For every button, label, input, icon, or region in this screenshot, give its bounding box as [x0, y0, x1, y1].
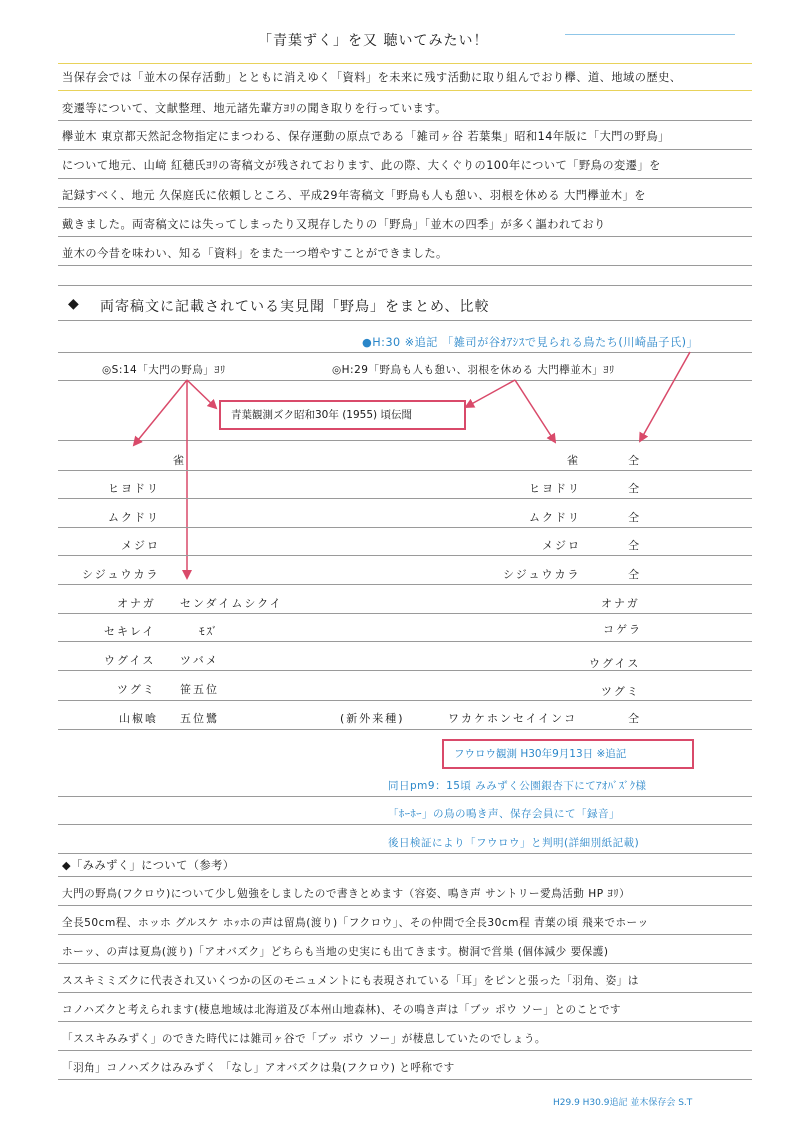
rule	[58, 1079, 752, 1080]
mid-bird: ツバメ	[180, 654, 219, 667]
left-bird: シジュウカラ	[82, 568, 160, 581]
footer-credit: H29.9 H30.9追記 並木保存会 S.T	[553, 1098, 693, 1108]
ref-heading: ◆「みみずく」について（参考）	[62, 859, 235, 872]
zen-mark: 仝	[628, 712, 641, 725]
zen-mark: 仝	[628, 539, 641, 552]
rule	[58, 584, 752, 585]
left-bird: ヒヨドリ	[108, 482, 160, 495]
arrow	[515, 380, 555, 442]
ref-line: 全長50cm程、ホッホ グルスケ ホｯホの声は留鳥(渡り)「フクロウ」、その仲間で全長30cm程 青葉の頃 飛来でホーッ	[62, 917, 649, 929]
arrow	[640, 352, 690, 441]
ref-line: ホーッ、の声は夏鳥(渡り)「アオバズク」どちらも当地の史実にも出てきます。樹洞で営巣 (個体減少 要保護)	[62, 946, 609, 958]
left-bird: メジロ	[121, 539, 160, 552]
right-bird: ウグイス	[589, 657, 641, 670]
center-box-label: 青葉観測ズク昭和30年 (1955) 頃伝聞	[231, 409, 412, 421]
rule	[58, 729, 752, 730]
new-species-note: (新外来種)	[340, 712, 405, 725]
left-bird: オナガ	[117, 597, 156, 610]
right-bird: ヒヨドリ	[529, 482, 581, 495]
rule	[58, 1021, 752, 1022]
ref-line: 「羽角」コノハズクはみみずく 「なし」アオバズクは梟(フクロウ) と呼称です	[62, 1062, 455, 1074]
arrow	[187, 380, 216, 408]
intro-line: 当保存会では「並木の保存活動」とともに消えゆく「資料」を未来に残す活動に取り組んでおり欅、道、地域の歴史、	[62, 71, 682, 84]
rule	[58, 905, 752, 906]
right-bird: 雀	[567, 454, 580, 467]
ref-line: 「ススキみみずく」のできた時代には雑司ヶ谷で「ブッ ポウ ソー」が棲息していたのでしょう。	[62, 1033, 547, 1045]
rule	[58, 824, 752, 825]
rule	[58, 670, 752, 671]
arrow	[466, 380, 515, 407]
intro-line: 並木の今昔を味わい、知る「資料」をまた一つ増やすことができました。	[62, 247, 448, 260]
mid-bird: センダイムシクイ	[180, 597, 283, 610]
source-s14: ◎S:14「大門の野鳥」ﾖﾘ	[102, 364, 226, 376]
arrow	[134, 380, 187, 445]
zen-mark: 仝	[628, 511, 641, 524]
owl-note: 同日pm9：15頃 みみずく公園銀杏下にてｱｵﾊﾞｽﾞｸ様	[388, 780, 647, 792]
rule	[58, 470, 752, 471]
left-bird: ムクドリ	[108, 511, 160, 524]
page-title: 「青葉ずく」を又 聴いてみたい！	[258, 33, 489, 49]
left-bird: セキレイ	[104, 625, 156, 638]
rule	[58, 963, 752, 964]
rule	[58, 796, 752, 797]
ref-line: 大門の野鳥(フクロウ)について少し勉強をしましたので書きとめます（容姿、鳴き声 サントリー愛鳥活動 HP ﾖﾘ）	[62, 888, 631, 900]
rule	[58, 1050, 752, 1051]
right-bird: ツグミ	[601, 685, 640, 698]
ref-line: コノハズクと考えられます(棲息地域は北海道及び本州山地森林)、その鳴き声は「ブッ ポウ ソー」とのことです	[62, 1004, 622, 1016]
owl-note: 後日検証により「フウロウ」と判明(詳細別紙記載)	[388, 837, 640, 849]
section-heading: 両寄稿文に記載されている実見聞「野鳥」をまとめ、比較	[100, 299, 490, 315]
rule	[58, 555, 752, 556]
rule	[58, 527, 752, 528]
rule	[58, 876, 752, 877]
right-bird: シジュウカラ	[503, 568, 581, 581]
rule	[58, 641, 752, 642]
intro-line: 戴きました。両寄稿文には失ってしまったり又現存したりの「野鳥」「並木の四季」が多く謳われており	[62, 218, 606, 231]
zen-mark: 仝	[628, 454, 641, 467]
source-h30: ●H:30 ※追記 「雑司が谷ｵｱｼｽで見られる鳥たち(川崎晶子氏)」	[362, 336, 699, 349]
mid-bird: 笹五位	[180, 683, 219, 696]
rule	[58, 992, 752, 993]
left-bird: 山椒喰	[119, 712, 158, 725]
intro-line: について地元、山﨑 紅穂氏ﾖﾘの寄稿文が残されております、此の際、大くぐりの100年について「野鳥の変遷」を	[62, 159, 661, 172]
rule	[58, 853, 752, 854]
owl-box	[442, 739, 694, 769]
mid-bird: ﾓｽﾞ	[199, 625, 220, 638]
section-marker: ◆	[68, 296, 80, 312]
right-bird: メジロ	[542, 539, 581, 552]
intro-line: 欅並木 東京都天然記念物指定にまつわる、保存運動の原点である「雑司ヶ谷 若葉集」昭和14年版に「大門の野鳥」	[62, 130, 670, 143]
right-bird: ワカケホンセイインコ	[448, 712, 578, 725]
rule	[58, 700, 752, 701]
left-bird: 雀	[173, 454, 186, 467]
intro-line: 記録すべく、地元 久保庭氏に依頼しところ、平成29年寄稿文「野鳥も人も憩い、羽根を休める 大門欅並木」を	[62, 189, 646, 202]
source-h29: ◎H:29「野鳥も人も憩い、羽根を休める 大門欅並木」ﾖﾘ	[332, 364, 615, 376]
rule	[58, 498, 752, 499]
zen-mark: 仝	[628, 568, 641, 581]
zen-mark: 仝	[628, 482, 641, 495]
left-bird: ツグミ	[117, 683, 156, 696]
owl-box-label: フウロウ観測 H30年9月13日 ※追記	[454, 748, 627, 760]
right-bird: ムクドリ	[529, 511, 581, 524]
intro-line: 変遷等について、文献整理、地元諸先輩方ﾖﾘの聞き取りを行っています。	[62, 102, 447, 115]
rule	[58, 934, 752, 935]
right-bird: コゲラ	[603, 623, 642, 636]
right-bird: オナガ	[601, 597, 640, 610]
rule	[58, 613, 752, 614]
owl-note: 「ﾎｰﾎｰ」の鳥の鳴き声、保存会員にて「録音」	[388, 808, 620, 820]
left-bird: ウグイス	[104, 654, 156, 667]
ref-line: ススキミミズクに代表され又いくつかの区のモニュメントにも表現されている「耳」をピンと張った「羽角、姿」は	[62, 975, 639, 987]
mid-bird: 五位鷺	[180, 712, 219, 725]
